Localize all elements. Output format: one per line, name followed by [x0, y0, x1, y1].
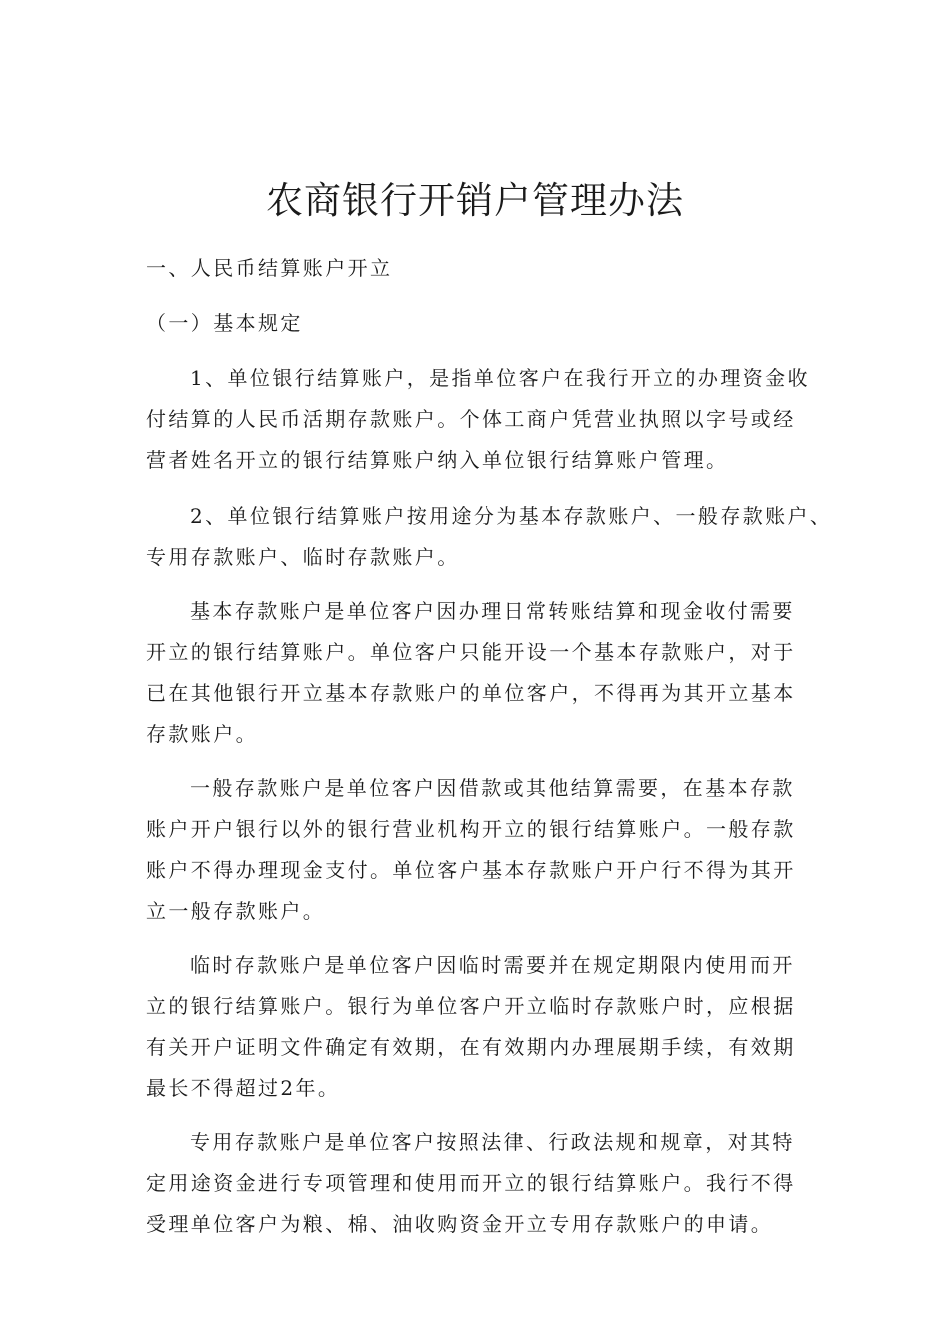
paragraph-line: 账户开户银行以外的银行营业机构开立的银行结算账户。一般存款 [146, 817, 796, 841]
paragraph-line: 定用途资金进行专项管理和使用而开立的银行结算账户。我行不得 [146, 1171, 796, 1195]
paragraph-account-definition [146, 358, 826, 481]
paragraph-line: 账户不得办理现金支付。单位客户基本存款账户开户行不得为其开 [146, 858, 796, 882]
paragraph-line: 专用存款账户、临时存款账户。 [146, 545, 460, 569]
paragraph-line: 最长不得超过2年。 [146, 1076, 341, 1100]
paragraph-line: 2、单位银行结算账户按用途分为基本存款账户、一般存款账户、 [190, 504, 833, 528]
paragraph-line: 临时存款账户是单位客户因临时需要并在规定期限内使用而开 [190, 953, 795, 977]
paragraph-line: 基本存款账户是单位客户因办理日常转账结算和现金收付需要 [190, 599, 795, 623]
paragraph-line: 已在其他银行开立基本存款账户的单位客户，不得再为其开立基本 [146, 681, 796, 705]
paragraph-account-types [146, 496, 833, 578]
paragraph-line: 付结算的人民币活期存款账户。个体工商户凭营业执照以字号或经 [146, 407, 796, 431]
paragraph-temporary-account [146, 945, 826, 1109]
paragraph-line: 开立的银行结算账户。单位客户只能开设一个基本存款账户，对于 [146, 640, 796, 664]
paragraph-special-account [146, 1122, 826, 1245]
document-title: 农商银行开销户管理办法 [266, 179, 684, 222]
paragraph-line: 立一般存款账户。 [146, 899, 326, 923]
paragraph-line: 一般存款账户是单位客户因借款或其他结算需要，在基本存款 [190, 776, 795, 800]
paragraph-basic-account [146, 591, 826, 755]
paragraph-line: 存款账户。 [146, 722, 258, 746]
paragraph-general-account [146, 768, 826, 932]
paragraph-line: 1、单位银行结算账户，是指单位客户在我行开立的办理资金收 [190, 366, 810, 390]
subsection-heading: （一）基本规定 [146, 311, 303, 335]
paragraph-line: 受理单位客户为粮、棉、油收购资金开立专用存款账户的申请。 [146, 1212, 774, 1236]
paragraph-line: 营者姓名开立的银行结算账户纳入单位银行结算账户管理。 [146, 448, 729, 472]
paragraph-line: 有关开户证明文件确定有效期，在有效期内办理展期手续，有效期 [146, 1035, 796, 1059]
paragraph-line: 专用存款账户是单位客户按照法律、行政法规和规章，对其特 [190, 1130, 795, 1154]
section-heading: 一、人民币结算账户开立 [146, 256, 393, 280]
paragraph-line: 立的银行结算账户。银行为单位客户开立临时存款账户时，应根据 [146, 994, 796, 1018]
